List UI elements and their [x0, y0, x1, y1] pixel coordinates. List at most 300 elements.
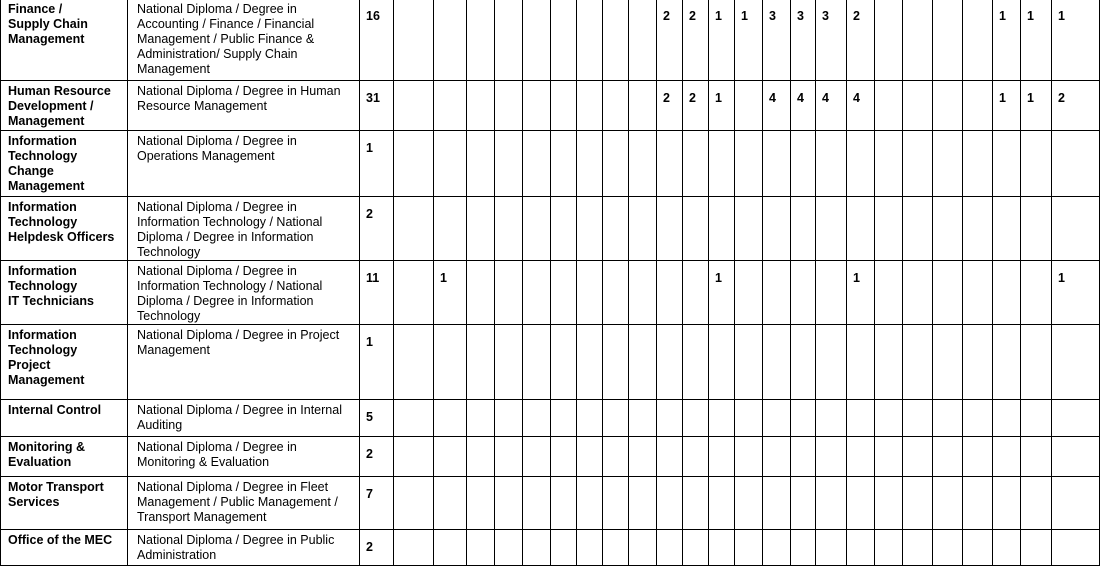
count-cell: [963, 477, 993, 530]
count-cell: [434, 131, 467, 197]
count-cell: [709, 437, 735, 477]
count-cell: [467, 530, 495, 566]
count-cell: [603, 197, 629, 261]
count-cell: [791, 530, 816, 566]
count-cell: [709, 131, 735, 197]
count-cell: [1021, 261, 1052, 325]
count-cell: 1: [1052, 0, 1100, 81]
count-cell: 1: [1021, 0, 1052, 81]
count-cell: [963, 325, 993, 400]
count-cell: [1052, 197, 1100, 261]
count-cell: [933, 197, 963, 261]
field-of-study-cell: [1, 197, 128, 261]
count-cell: [933, 325, 963, 400]
count-cell: 1: [709, 0, 735, 81]
count-cell: [629, 477, 657, 530]
count-cell: [791, 261, 816, 325]
count-cell: [735, 197, 763, 261]
count-cell: [993, 437, 1021, 477]
count-cell: [523, 131, 551, 197]
count-cell: [577, 400, 603, 437]
total-count-cell: 2: [360, 197, 394, 261]
count-cell: [735, 131, 763, 197]
field-of-study-line: Management: [8, 32, 85, 46]
count-cell: 3: [816, 0, 847, 81]
count-cell: [683, 131, 709, 197]
count-cell: [629, 325, 657, 400]
total-count-cell: 31: [360, 81, 394, 131]
count-cell: 4: [847, 81, 875, 131]
count-cell: [577, 477, 603, 530]
field-of-study-cell: [1, 261, 128, 325]
count-cell: [603, 0, 629, 81]
count-cell: [875, 131, 903, 197]
field-of-study-cell: [1, 530, 128, 566]
count-cell: [709, 477, 735, 530]
qualification-cell: National Diploma / Degree in Human Resource Management: [128, 81, 360, 131]
count-cell: [903, 81, 933, 131]
count-cell: [577, 81, 603, 131]
count-cell: [434, 437, 467, 477]
table-row: [1, 530, 1100, 566]
count-cell: 4: [816, 81, 847, 131]
total-count-cell: 16: [360, 0, 394, 81]
count-cell: [394, 400, 434, 437]
count-cell: 2: [657, 81, 683, 131]
field-of-study-line: Information: [8, 328, 77, 342]
count-cell: [523, 530, 551, 566]
count-cell: [735, 530, 763, 566]
count-cell: [523, 437, 551, 477]
count-cell: [683, 477, 709, 530]
count-cell: [875, 0, 903, 81]
table-row: [1, 261, 1100, 325]
count-cell: [1052, 530, 1100, 566]
count-cell: [629, 81, 657, 131]
field-of-study-cell: [1, 0, 128, 81]
count-cell: [683, 325, 709, 400]
field-of-study-line: Management: [8, 114, 85, 128]
count-cell: [903, 131, 933, 197]
count-cell: [394, 131, 434, 197]
total-count-cell: 11: [360, 261, 394, 325]
count-cell: [683, 197, 709, 261]
count-cell: [709, 325, 735, 400]
count-cell: [551, 131, 577, 197]
table-row: [1, 325, 1100, 400]
field-of-study-line: Technology: [8, 215, 78, 229]
count-cell: [657, 437, 683, 477]
count-cell: [816, 437, 847, 477]
count-cell: [629, 400, 657, 437]
count-cell: [434, 530, 467, 566]
count-cell: [763, 437, 791, 477]
count-cell: [523, 81, 551, 131]
count-cell: [875, 437, 903, 477]
total-count-cell: 2: [360, 530, 394, 566]
count-cell: [495, 131, 523, 197]
count-cell: 2: [1052, 81, 1100, 131]
count-cell: 3: [763, 0, 791, 81]
field-of-study-line: Change: [8, 164, 54, 178]
count-cell: [903, 530, 933, 566]
count-cell: [1052, 325, 1100, 400]
count-cell: [1052, 477, 1100, 530]
field-of-study-line: Management: [8, 179, 85, 193]
count-cell: [816, 197, 847, 261]
count-cell: 1: [735, 0, 763, 81]
count-cell: [551, 400, 577, 437]
count-cell: [993, 400, 1021, 437]
count-cell: [993, 325, 1021, 400]
count-cell: [467, 400, 495, 437]
count-cell: [467, 261, 495, 325]
count-cell: [709, 400, 735, 437]
count-cell: [683, 437, 709, 477]
count-cell: [629, 131, 657, 197]
count-cell: [603, 477, 629, 530]
field-of-study-line: Internal Control: [8, 403, 102, 417]
count-cell: [657, 477, 683, 530]
count-cell: [709, 530, 735, 566]
qualification-cell: National Diploma / Degree in Public Administration: [128, 530, 360, 566]
count-cell: [394, 0, 434, 81]
count-cell: 1: [709, 261, 735, 325]
count-cell: 1: [434, 261, 467, 325]
count-cell: [763, 530, 791, 566]
field-of-study-line: Technology: [8, 279, 78, 293]
field-of-study-line: Supply Chain: [8, 17, 88, 31]
count-cell: 1: [709, 81, 735, 131]
count-cell: [1021, 325, 1052, 400]
qualification-cell: National Diploma / Degree in Information Technology / National Diploma / Degree in Information Technology: [128, 261, 360, 325]
count-cell: [629, 437, 657, 477]
count-cell: [394, 477, 434, 530]
table-row: [1, 81, 1100, 131]
count-cell: [763, 197, 791, 261]
table-row: [1, 0, 1100, 81]
count-cell: [963, 530, 993, 566]
count-cell: [1021, 530, 1052, 566]
count-cell: [603, 131, 629, 197]
count-cell: [791, 197, 816, 261]
count-cell: [735, 81, 763, 131]
count-cell: [763, 261, 791, 325]
count-cell: [816, 477, 847, 530]
count-cell: [963, 261, 993, 325]
count-cell: [467, 0, 495, 81]
count-cell: [847, 437, 875, 477]
count-cell: [523, 0, 551, 81]
field-of-study-line: IT Technicians: [8, 294, 94, 308]
count-cell: 1: [993, 0, 1021, 81]
count-cell: [394, 530, 434, 566]
count-cell: [551, 261, 577, 325]
field-of-study-line: Information: [8, 264, 77, 278]
count-cell: 1: [1021, 81, 1052, 131]
count-cell: [495, 261, 523, 325]
qualification-cell: National Diploma / Degree in Information Technology / National Diploma / Degree in Information Technology: [128, 197, 360, 261]
qualification-cell: National Diploma / Degree in Internal Auditing: [128, 400, 360, 437]
count-cell: [394, 261, 434, 325]
count-cell: [875, 400, 903, 437]
field-of-study-line: Monitoring &: [8, 440, 86, 454]
count-cell: [495, 530, 523, 566]
count-cell: [1021, 400, 1052, 437]
count-cell: [903, 477, 933, 530]
count-cell: 2: [683, 81, 709, 131]
count-cell: [933, 261, 963, 325]
count-cell: [523, 261, 551, 325]
count-cell: [763, 477, 791, 530]
count-cell: [963, 197, 993, 261]
count-cell: [495, 81, 523, 131]
count-cell: [875, 477, 903, 530]
count-cell: [816, 530, 847, 566]
count-cell: [551, 325, 577, 400]
count-cell: [993, 530, 1021, 566]
count-cell: [933, 0, 963, 81]
field-of-study-line: Motor Transport: [8, 480, 104, 494]
table-row: [1, 197, 1100, 261]
count-cell: [577, 437, 603, 477]
count-cell: [523, 197, 551, 261]
count-cell: [551, 81, 577, 131]
count-cell: 1: [1052, 261, 1100, 325]
field-of-study-line: Information: [8, 134, 77, 148]
count-cell: [495, 0, 523, 81]
field-of-study-line: Management: [8, 373, 85, 387]
count-cell: [903, 261, 933, 325]
count-cell: [1021, 437, 1052, 477]
count-cell: [523, 400, 551, 437]
count-cell: [434, 197, 467, 261]
count-cell: [963, 0, 993, 81]
field-of-study-line: Helpdesk Officers: [8, 230, 115, 244]
count-cell: [735, 437, 763, 477]
count-cell: [523, 477, 551, 530]
count-cell: [816, 131, 847, 197]
count-cell: [963, 81, 993, 131]
total-count-cell: 2: [360, 437, 394, 477]
count-cell: 3: [791, 0, 816, 81]
count-cell: [875, 197, 903, 261]
count-cell: [657, 400, 683, 437]
count-cell: [875, 261, 903, 325]
count-cell: [629, 261, 657, 325]
field-of-study-line: Finance /: [8, 2, 63, 16]
field-of-study-cell: [1, 477, 128, 530]
count-cell: [603, 81, 629, 131]
count-cell: [657, 131, 683, 197]
count-cell: [629, 197, 657, 261]
count-cell: [791, 131, 816, 197]
count-cell: [434, 325, 467, 400]
count-cell: [603, 437, 629, 477]
count-cell: [875, 530, 903, 566]
count-cell: [763, 325, 791, 400]
count-cell: [1021, 197, 1052, 261]
count-cell: [963, 400, 993, 437]
count-cell: [683, 400, 709, 437]
count-cell: [791, 325, 816, 400]
count-cell: [933, 81, 963, 131]
qualification-cell: National Diploma / Degree in Operations Management: [128, 131, 360, 197]
count-cell: [551, 437, 577, 477]
count-cell: [993, 197, 1021, 261]
count-cell: [1052, 131, 1100, 197]
count-cell: [903, 325, 933, 400]
count-cell: [847, 325, 875, 400]
count-cell: [467, 477, 495, 530]
count-cell: [495, 325, 523, 400]
count-cell: 2: [847, 0, 875, 81]
count-cell: [629, 530, 657, 566]
count-cell: [993, 477, 1021, 530]
count-cell: 4: [763, 81, 791, 131]
count-cell: [763, 400, 791, 437]
table-row: [1, 131, 1100, 197]
field-of-study-cell: [1, 325, 128, 400]
count-cell: [551, 197, 577, 261]
field-of-study-cell: [1, 400, 128, 437]
count-cell: [791, 477, 816, 530]
count-cell: [495, 437, 523, 477]
count-cell: [657, 325, 683, 400]
count-cell: [467, 325, 495, 400]
count-cell: 4: [791, 81, 816, 131]
count-cell: [735, 261, 763, 325]
field-of-study-cell: [1, 81, 128, 131]
field-of-study-line: Information: [8, 200, 77, 214]
total-count-cell: 7: [360, 477, 394, 530]
count-cell: [657, 530, 683, 566]
count-cell: [993, 131, 1021, 197]
count-cell: [816, 325, 847, 400]
count-cell: [551, 530, 577, 566]
count-cell: [875, 81, 903, 131]
count-cell: [551, 477, 577, 530]
count-cell: [577, 0, 603, 81]
count-cell: [791, 400, 816, 437]
count-cell: [963, 437, 993, 477]
count-cell: [735, 325, 763, 400]
count-cell: [394, 325, 434, 400]
count-cell: [495, 197, 523, 261]
count-cell: [933, 400, 963, 437]
count-cell: [467, 197, 495, 261]
count-cell: [1052, 400, 1100, 437]
count-cell: [903, 400, 933, 437]
count-cell: [993, 261, 1021, 325]
count-cell: [903, 0, 933, 81]
qualification-cell: National Diploma / Degree in Accounting / Finance / Financial Management / Public Finance & Administration/ Supply Chain Management: [128, 0, 360, 81]
field-of-study-line: Office of the MEC: [8, 533, 113, 547]
count-cell: [875, 325, 903, 400]
count-cell: [629, 0, 657, 81]
field-of-study-line: Development /: [8, 99, 94, 113]
qualification-cell: National Diploma / Degree in Monitoring & Evaluation: [128, 437, 360, 477]
table-row: [1, 400, 1100, 437]
count-cell: [657, 261, 683, 325]
count-cell: [933, 131, 963, 197]
count-cell: [467, 131, 495, 197]
count-cell: [683, 261, 709, 325]
count-cell: [467, 81, 495, 131]
count-cell: [963, 131, 993, 197]
count-cell: [933, 477, 963, 530]
total-count-cell: 1: [360, 325, 394, 400]
count-cell: [735, 400, 763, 437]
count-cell: [551, 0, 577, 81]
count-cell: [495, 400, 523, 437]
count-cell: [577, 530, 603, 566]
count-cell: [847, 530, 875, 566]
field-of-study-cell: [1, 437, 128, 477]
count-cell: [577, 261, 603, 325]
qualification-cell: National Diploma / Degree in Fleet Management / Public Management / Transport Management: [128, 477, 360, 530]
field-of-study-line: Human Resource: [8, 84, 111, 98]
count-cell: 2: [683, 0, 709, 81]
field-of-study-line: Technology: [8, 149, 78, 163]
count-cell: [816, 400, 847, 437]
field-of-study-cell: [1, 131, 128, 197]
count-cell: 1: [993, 81, 1021, 131]
count-cell: [847, 131, 875, 197]
count-cell: [847, 400, 875, 437]
count-cell: 2: [657, 0, 683, 81]
count-cell: [1052, 437, 1100, 477]
count-cell: [735, 477, 763, 530]
count-cell: [394, 197, 434, 261]
count-cell: [1021, 477, 1052, 530]
count-cell: [933, 530, 963, 566]
count-cell: [434, 400, 467, 437]
table-body: [1, 0, 1100, 566]
table-row: [1, 437, 1100, 477]
field-of-study-line: Project: [8, 358, 51, 372]
total-count-cell: 1: [360, 131, 394, 197]
count-cell: [847, 197, 875, 261]
count-cell: [603, 261, 629, 325]
count-cell: [603, 400, 629, 437]
qualification-cell: National Diploma / Degree in Project Management: [128, 325, 360, 400]
count-cell: [434, 81, 467, 131]
count-cell: [577, 197, 603, 261]
count-cell: [903, 197, 933, 261]
count-cell: [933, 437, 963, 477]
count-cell: [603, 530, 629, 566]
count-cell: [434, 0, 467, 81]
count-cell: [603, 325, 629, 400]
count-cell: [577, 131, 603, 197]
count-cell: [394, 437, 434, 477]
count-cell: [577, 325, 603, 400]
table-row: [1, 477, 1100, 530]
count-cell: [394, 81, 434, 131]
count-cell: [903, 437, 933, 477]
count-cell: [709, 197, 735, 261]
count-cell: 1: [847, 261, 875, 325]
count-cell: [791, 437, 816, 477]
field-of-study-line: Evaluation: [8, 455, 72, 469]
count-cell: [763, 131, 791, 197]
count-cell: [434, 477, 467, 530]
field-of-study-line: Technology: [8, 343, 78, 357]
total-count-cell: 5: [360, 400, 394, 437]
count-cell: [467, 437, 495, 477]
count-cell: [847, 477, 875, 530]
